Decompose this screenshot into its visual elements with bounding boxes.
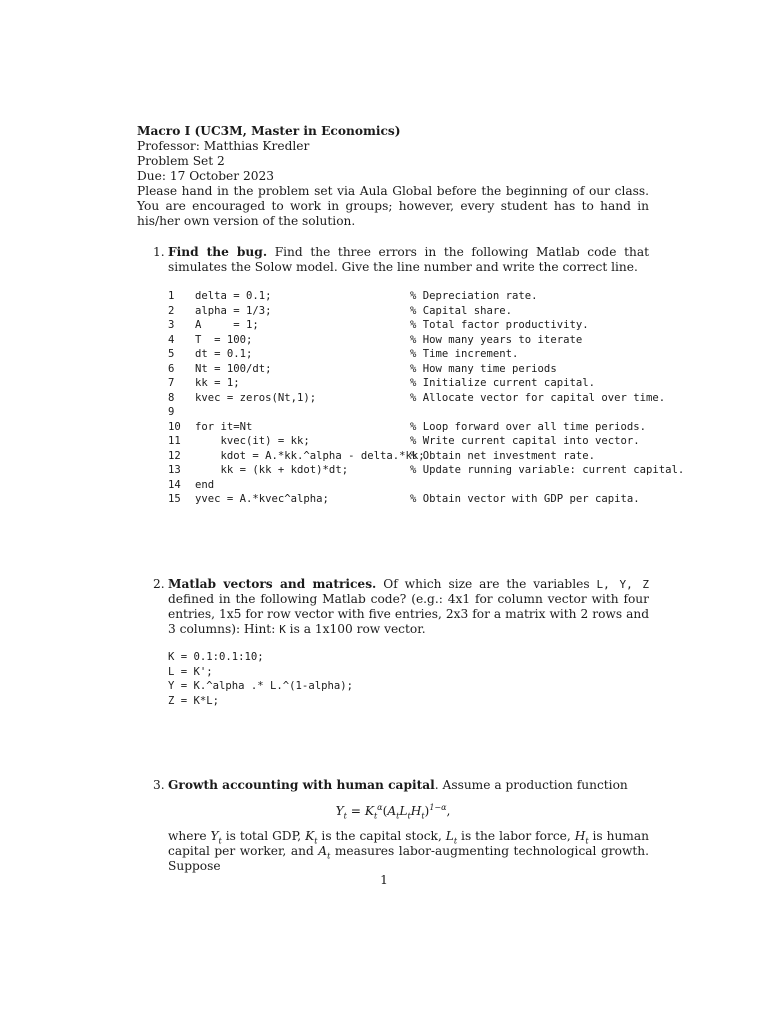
code-source: end [195, 478, 215, 491]
document-page [137, 124, 685, 874]
line-number: 9 [168, 406, 175, 418]
code-comment: % Time increment. [410, 348, 519, 360]
line-number: 11 [168, 435, 181, 447]
line-number: 8 [168, 391, 175, 404]
question-heading: Find the bug. [168, 245, 268, 259]
page-number: 1 [380, 873, 388, 887]
question-text-b: defined in the following Matlab code? (e.g.: 4x1 for column vector with four entries, 1x5 for row vector with five entries, 2x3 for a matrix with 2 rows and 3 columns): Hint: [168, 592, 649, 636]
question-text-c: is a 1x100 row vector. [285, 622, 426, 636]
line-number: 2 [168, 304, 175, 317]
question-text-a: Of which size are the variables [376, 577, 597, 591]
code-source: delta = 0.1; [195, 290, 272, 302]
question-2 [137, 577, 649, 637]
line-number: 5 [168, 348, 175, 360]
code-comment: % Write current capital into vector. [410, 435, 640, 447]
line-number: 1 [168, 290, 175, 302]
matlab-code-block-1 [137, 289, 685, 507]
professor-line: Professor: Matthias Kredler [137, 139, 310, 153]
question-number: 3. [153, 778, 165, 792]
code-line: Z = K*L; [168, 694, 220, 707]
code-source: alpha = 1/3; [195, 304, 272, 317]
question-number: 1. [153, 245, 165, 259]
code-source: kdot = A.*kk.^alpha - delta.*kk; [195, 449, 425, 462]
code-source: Nt = 100/dt; [195, 362, 272, 375]
code-comment: % Update running variable: current capital. [410, 464, 685, 476]
line-number: 12 [168, 449, 181, 462]
code-comment: % How many time periods [410, 362, 557, 375]
variable-names: L, Y, Z [596, 578, 650, 591]
line-number: 10 [168, 420, 181, 433]
due-date-line: Due: 17 October 2023 [137, 169, 274, 183]
question-3 [137, 778, 649, 793]
code-line: L = K'; [168, 665, 213, 678]
code-source: T = 100; [195, 333, 253, 346]
line-number: 3 [168, 319, 175, 331]
problem-set-line: Problem Set 2 [137, 154, 225, 168]
code-comment: % Allocate vector for capital over time. [410, 391, 666, 404]
code-source: kvec = zeros(Nt,1); [195, 391, 317, 404]
code-source: kk = 1; [195, 377, 240, 389]
production-function-equation: $Y_t = K_t^\alpha(A_tL_tH_t)^{1-\alpha}$, [335, 802, 451, 821]
question-text: Find the three errors in the following Matlab code that simulates the Solow model. Give the line number and write the correct line. [168, 245, 649, 274]
code-source: for it=Nt [195, 420, 253, 433]
line-number: 4 [168, 333, 175, 346]
code-comment: % Total factor productivity. [410, 319, 589, 331]
question-3-paragraph: where $Y_t$ is total GDP, $K_t$ is the capital stock, $L_t$ is the labor force, $H_t$ is human capital per worker, and $A_t$ measures labor-augmenting technological growth. Suppose [168, 829, 649, 873]
code-comment: % Loop forward over all time periods. [410, 420, 646, 433]
question-heading: Matlab vectors and matrices. [168, 577, 377, 591]
question-heading: Growth accounting with human capital [168, 778, 435, 792]
question-text: . Assume a production function [434, 778, 628, 792]
code-source: kk = (kk + kdot)*dt; [195, 464, 349, 476]
code-comment: % Capital share. [410, 304, 513, 317]
line-number: 7 [168, 377, 175, 389]
code-source: yvec = A.*kvec^alpha; [195, 493, 329, 505]
line-number: 13 [168, 464, 181, 476]
code-source: A = 1; [195, 319, 259, 331]
code-comment: % Obtain vector with GDP per capita. [410, 493, 640, 505]
code-line: K = 0.1:0.1:10; [168, 651, 264, 663]
line-number: 6 [168, 362, 175, 375]
code-comment: % Initialize current capital. [410, 377, 595, 389]
code-comment: % Obtain net investment rate. [410, 449, 595, 462]
question-1 [137, 245, 649, 275]
line-number: 15 [168, 493, 181, 505]
course-title: Macro I (UC3M, Master in Economics) [137, 124, 401, 138]
code-line: Y = K.^alpha .* L.^(1-alpha); [168, 680, 353, 692]
variable-k: K [279, 623, 286, 636]
matlab-code-block-2 [168, 650, 649, 708]
code-comment: % How many years to iterate [410, 333, 583, 346]
code-comment: % Depreciation rate. [410, 290, 538, 302]
line-number: 14 [168, 478, 181, 491]
code-source: kvec(it) = kk; [195, 435, 310, 447]
question-number: 2. [153, 577, 165, 591]
code-source: dt = 0.1; [195, 348, 253, 360]
instructions-paragraph: Please hand in the problem set via Aula Global before the beginning of our class. You are encouraged to work in groups; however, every student has to hand in his/her own version of the solution. [137, 184, 649, 228]
